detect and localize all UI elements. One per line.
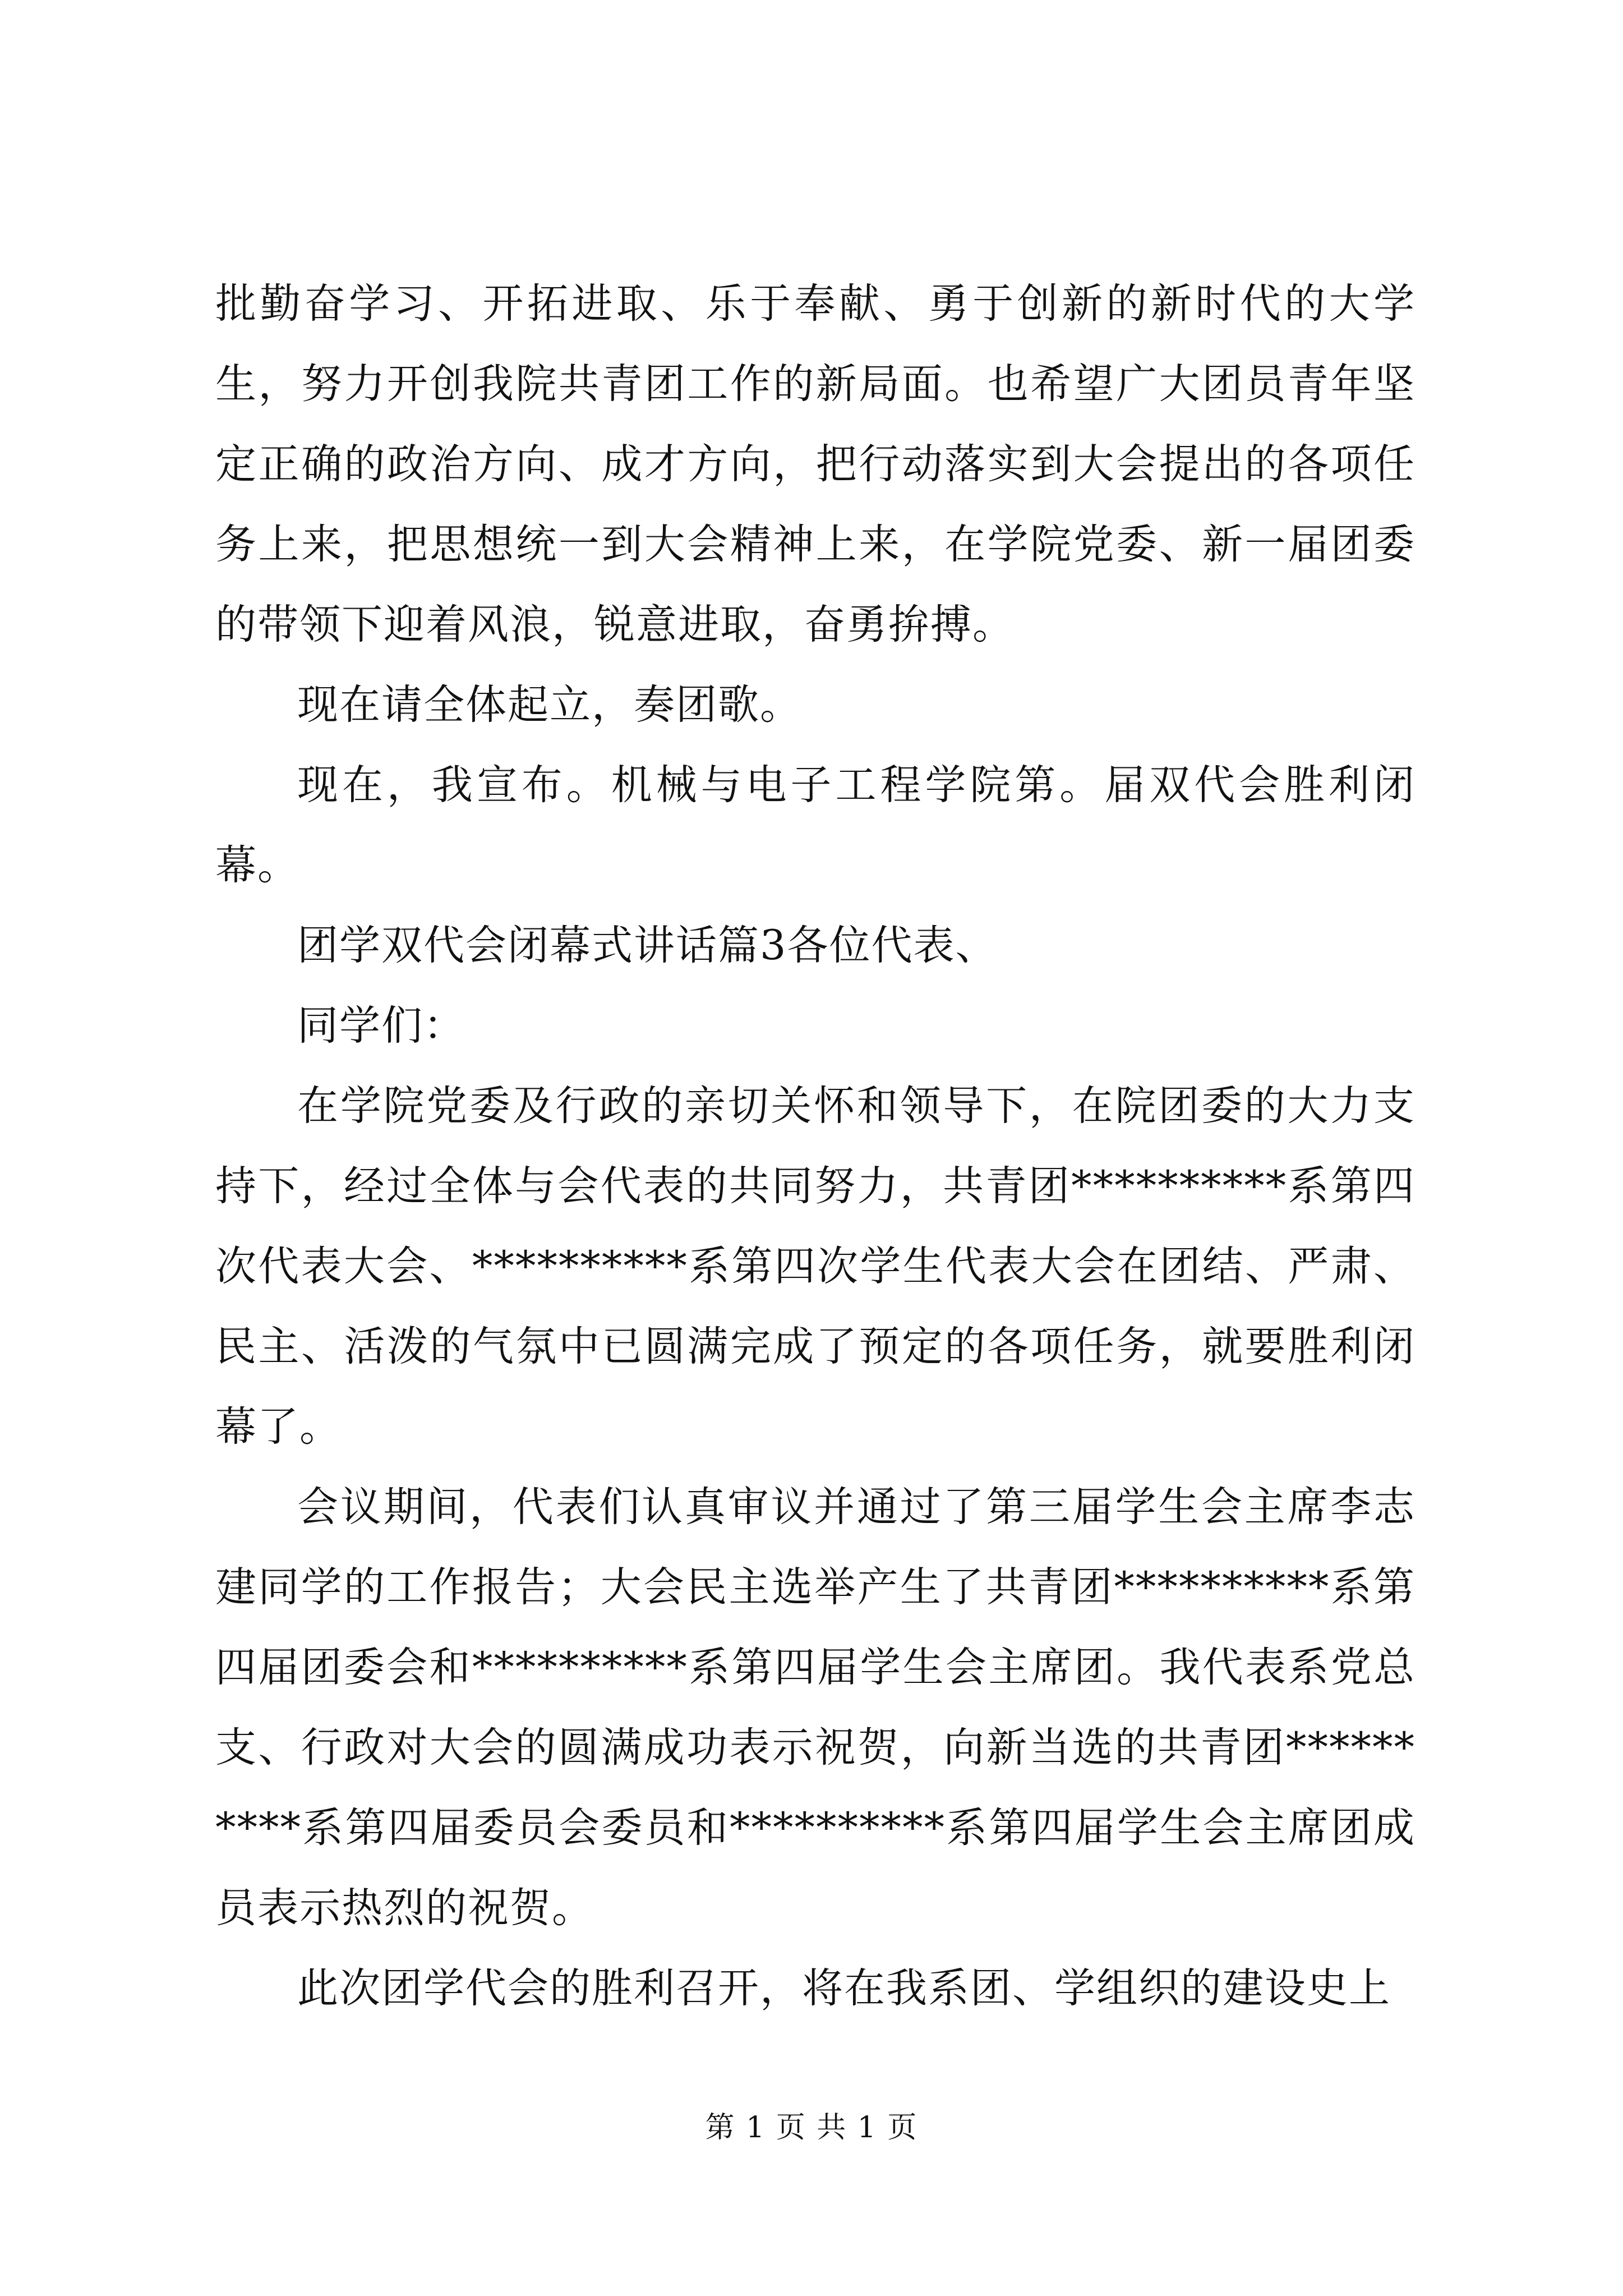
paragraph-4: 团学双代会闭幕式讲话篇3各位代表、 — [297, 922, 998, 969]
page-footer: 第 1 页 共 1 页 — [705, 2111, 918, 2145]
document-body — [215, 264, 1415, 2028]
paragraph-3: 现在，我宣布。机械与电子工程学院第。届双代会胜利闭幕。 — [215, 761, 1415, 889]
paragraph-5: 同学们： — [297, 1002, 465, 1050]
paragraph-1: 批勤奋学习、开拓进取、乐于奉献、勇于创新的新时代的大学生，努力开创我院共青团工作的新局面。也希望广大团员青年坚定正确的政治方向、成才方向，把行动落实到大会提出的各项任务上来，把思想统一到大会精神上来，在学院党委、新一届团委的带领下迎着风浪，锐意进取，奋勇拚搏。 — [215, 280, 1415, 648]
paragraph-8: 此次团学代会的胜利召开，将在我系团、学组织的建设史上 — [297, 1964, 1391, 2012]
paragraph-2: 现在请全体起立，奏团歌。 — [297, 681, 802, 729]
paragraph-7: 会议期间，代表们认真审议并通过了第三届学生会主席李志建同学的工作报告；大会民主选举产生了共青团**********系第四届团委会和**********系第四届学生会主席团。我代表系党总支、行政对大会的圆满成功表示祝贺，向新当选的共青团**********系第四届委员会委员和**********系第四届学生会主席团成员表示热烈的祝贺。 — [215, 1483, 1415, 1932]
paragraph-6: 在学院党委及行政的亲切关怀和领导下，在院团委的大力支持下，经过全体与会代表的共同努力，共青团**********系第四次代表大会、**********系第四次学生代表大会在团结、严肃、民主、活泼的气氛中已圆满完成了预定的各项任务，就要胜利闭幕了。 — [215, 1082, 1415, 1451]
